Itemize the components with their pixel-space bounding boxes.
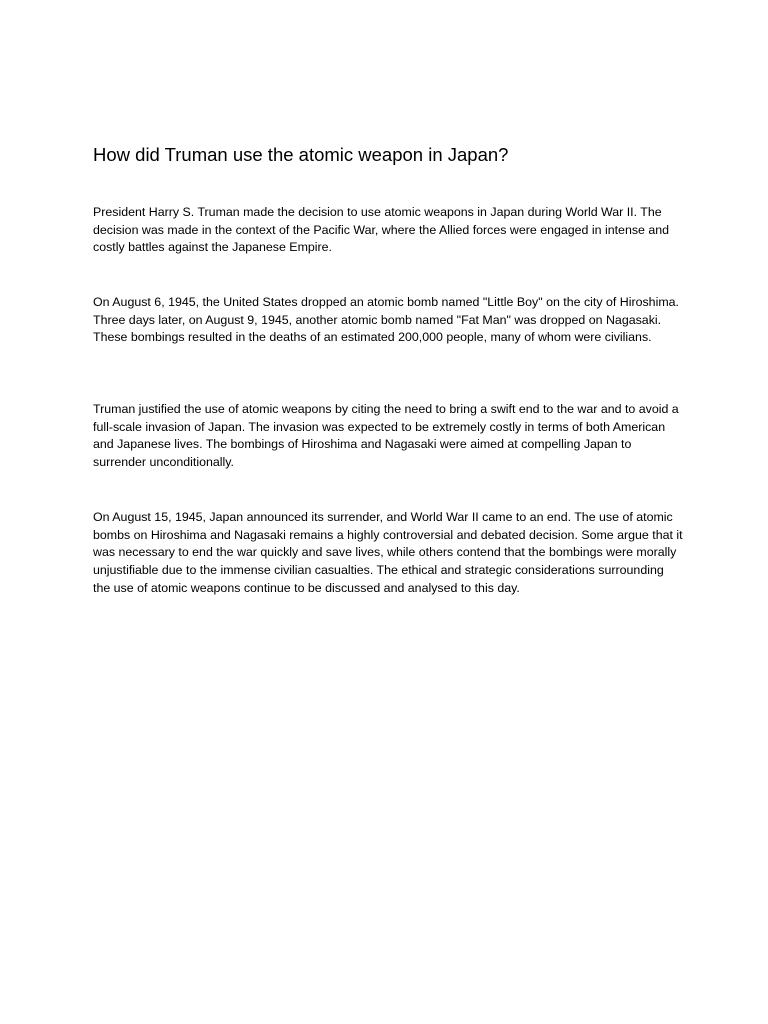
- paragraph-justification: Truman justified the use of atomic weapons by citing the need to bring a swift end to the war and to avoid a full-scale invasion of Japan. The invasion was expected to be extremely costly in terms of both American and Japanese lives. The bombings of Hiroshima and Nagasaki were aimed at compelling Japan to surrender unconditionally.: [93, 402, 679, 470]
- paragraph-bombings: On August 6, 1945, the United States dropped an atomic bomb named "Little Boy" on the city of Hiroshima. Three days later, on August 9, 1945, another atomic bomb named "Fat Man" was dropped on Nagasaki. These bombings resulted in the deaths of an estimated 200,000 people, many of whom were civilians.: [93, 295, 679, 345]
- paragraph-surrender: On August 15, 1945, Japan announced its surrender, and World War II came to an end. The use of atomic bombs on Hiroshima and Nagasaki remains a highly controversial and debated decision. Some argue that it was necessary to end the war quickly and save lives, while others contend that the bombings were morally unjustifiable due to the immense civilian casualties. The ethical and strategic considerations surrounding the use of atomic weapons continue to be discussed and analysed to this day.: [93, 510, 683, 595]
- paragraph-intro: President Harry S. Truman made the decision to use atomic weapons in Japan during World War II. The decision was made in the context of the Pacific War, where the Allied forces were engaged in intense and costly battles against the Japanese Empire.: [93, 205, 670, 255]
- document-title: How did Truman use the atomic weapon in Japan?: [93, 144, 509, 165]
